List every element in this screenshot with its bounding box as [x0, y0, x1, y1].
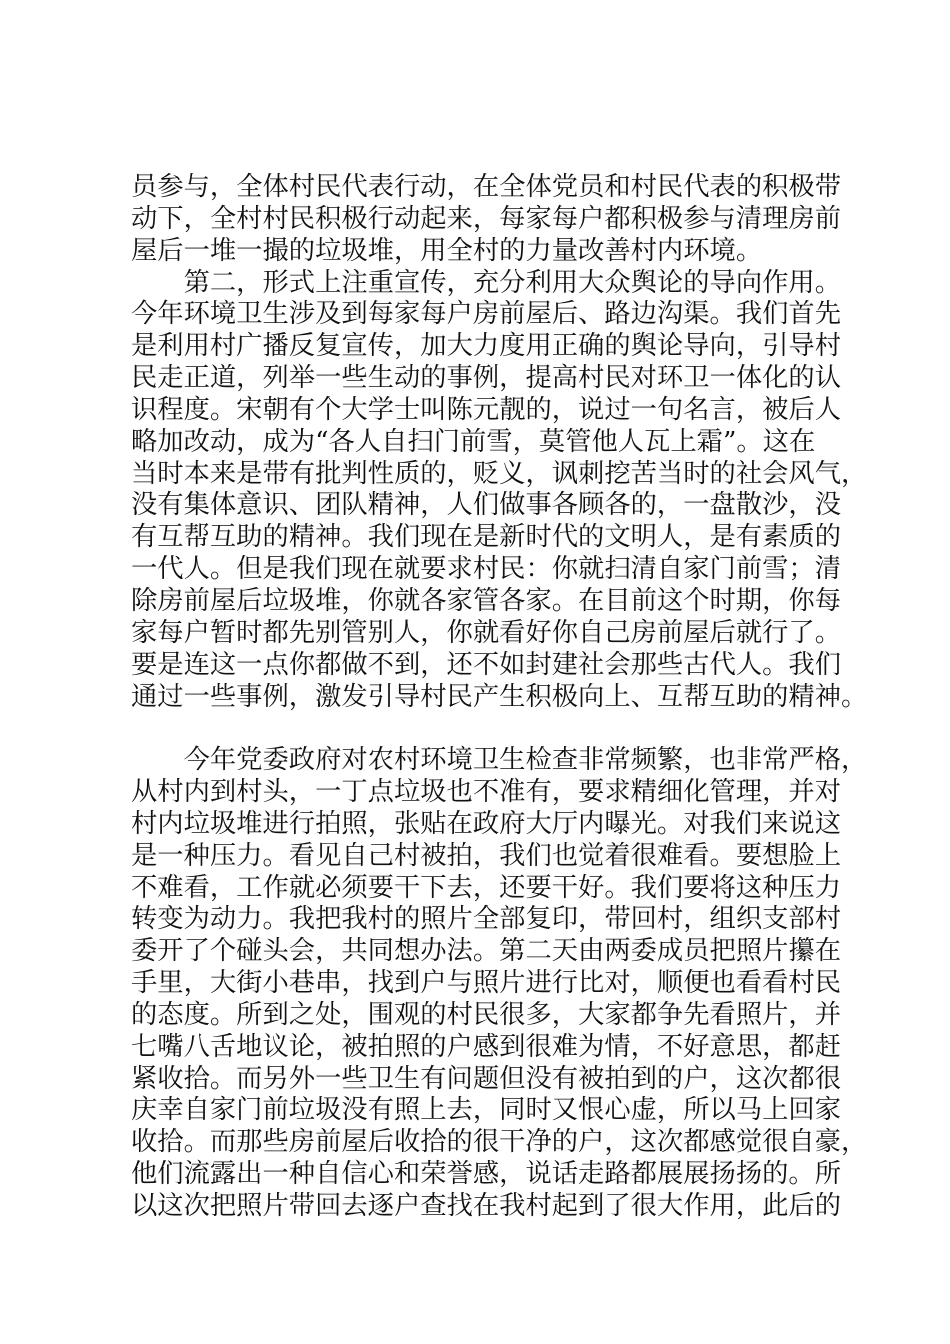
text-line: 第二，形式上注重宣传，充分利用大众舆论的导向作用。: [131, 267, 842, 298]
text-line: 没有集体意识、团队精神，人们做事各顾各的，一盘散沙，没: [131, 490, 842, 521]
text-line: 的态度。所到之处，围观的村民很多，大家都争先看照片，并: [131, 999, 842, 1030]
text-line: 当时本来是带有批判性质的，贬义，讽刺挖苦当时的社会风气，: [131, 458, 868, 489]
text-line: 识程度。宋朝有个大学士叫陈元靓的，说过一句名言，被后人: [131, 394, 842, 425]
text-line: 紧收拾。而另外一些卫生有问题但没有被拍到的户，这次都很: [131, 1063, 842, 1094]
text-line: 今年环境卫生涉及到每家每户房前屋后、路边沟渠。我们首先: [131, 299, 842, 330]
text-line: 不难看，工作就必须要干下去，还要干好。我们要将这种压力: [131, 872, 842, 903]
text-line: 庆幸自家门前垃圾没有照上去，同时又恨心虚，所以马上回家: [131, 1095, 842, 1126]
text-line: 转变为动力。我把我村的照片全部复印，带回村，组织支部村: [131, 904, 842, 935]
text-line: 屋后一堆一撮的垃圾堆，用全村的力量改善村内环境。: [131, 235, 763, 266]
text-line: 略加改动，成为“各人自扫门前雪，莫管他人瓦上霜”。这在: [131, 426, 816, 457]
document-page: [131, 172, 868, 1223]
paragraph-block-1: [131, 172, 868, 713]
text-line: 收拾。而那些房前屋后收拾的很干净的户，这次都感觉很自豪，: [131, 1127, 868, 1158]
text-line: 民走正道，列举一些生动的事例，提高村民对环卫一体化的认: [131, 363, 842, 394]
text-line: 是一种压力。看见自己村被拍，我们也觉着很难看。要想脸上: [131, 840, 842, 871]
text-line: 村内垃圾堆进行拍照，张贴在政府大厅内曝光。对我们来说这: [131, 808, 842, 839]
text-line: 要是连这一点你都做不到，还不如封建社会那些古代人。我们: [131, 649, 842, 680]
text-line: 手里，大街小巷串，找到户与照片进行比对，顺便也看看村民: [131, 968, 842, 999]
text-line: 动下，全村村民积极行动起来，每家每户都积极参与清理房前: [131, 203, 842, 234]
text-line: 今年党委政府对农村环境卫生检查非常频繁，也非常严格，: [131, 745, 868, 776]
text-line: 七嘴八舌地议论，被拍照的户感到很难为情，不好意思，都赶: [131, 1031, 842, 1062]
text-line: 一代人。但是我们现在就要求村民：你就扫清自家门前雪；清: [131, 554, 842, 585]
text-line: 以这次把照片带回去逐户查找在我村起到了很大作用，此后的: [131, 1191, 842, 1221]
text-line: 员参与，全体村民代表行动，在全体党员和村民代表的积极带: [131, 172, 842, 202]
text-line: 委开了个碰头会，共同想办法。第二天由两委成员把照片攥在: [131, 936, 842, 967]
text-line: 是利用村广播反复宣传，加大力度用正确的舆论导向，引导村: [131, 331, 842, 362]
text-line: 有互帮互助的精神。我们现在是新时代的文明人，是有素质的: [131, 522, 842, 553]
paragraph-gap: [131, 713, 851, 745]
text-line: 他们流露出一种自信心和荣誉感，说话走路都展展扬扬的。所: [131, 1159, 842, 1190]
paragraph-block-2: [131, 745, 868, 1223]
text-line: 除房前屋后垃圾堆，你就各家管各家。在目前这个时期，你每: [131, 585, 842, 616]
text-line: 从村内到村头，一丁点垃圾也不准有，要求精细化管理，并对: [131, 777, 842, 808]
text-line: 通过一些事例，激发引导村民产生积极向上、互帮互助的精神。: [131, 681, 868, 712]
text-line: 家每户暂时都先别管别人，你就看好你自己房前屋后就行了。: [131, 617, 842, 648]
